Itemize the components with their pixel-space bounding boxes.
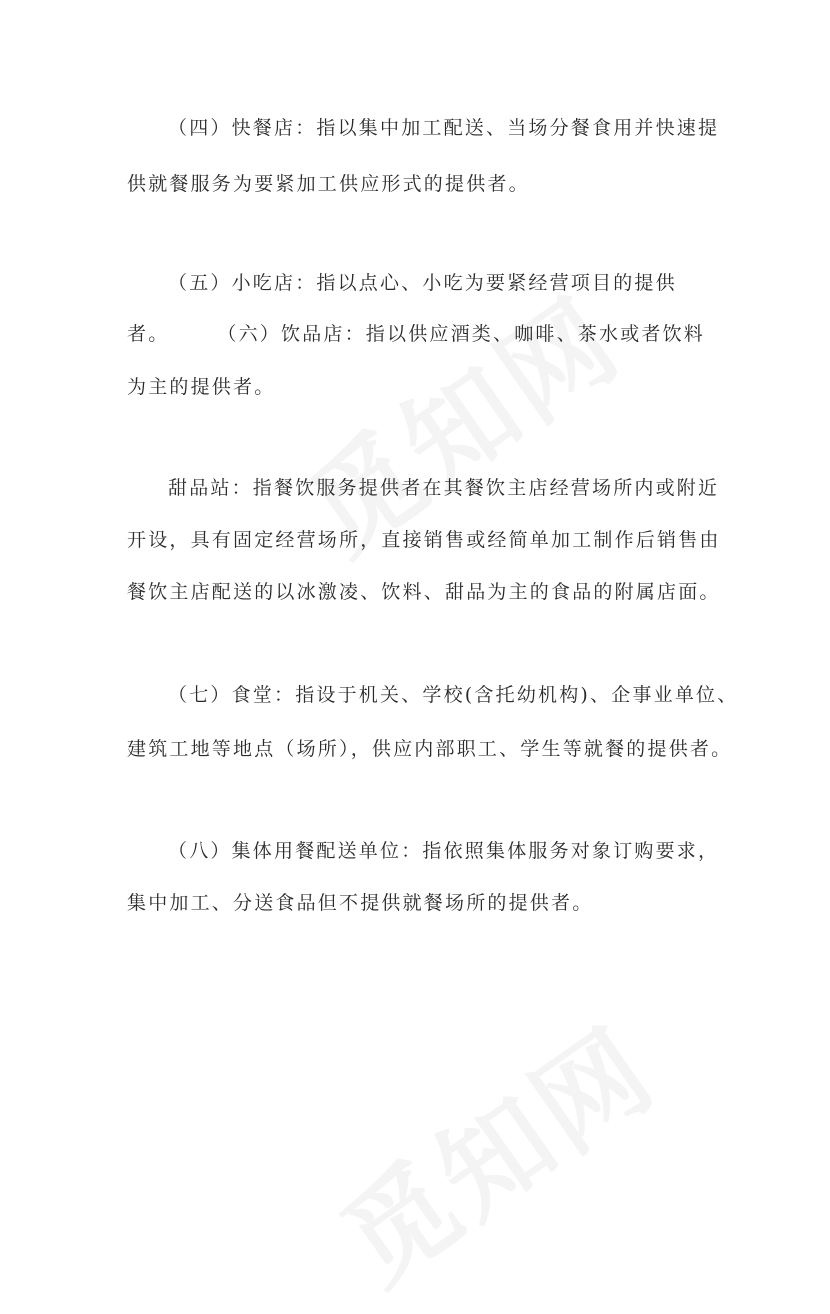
paragraph-5-line-2 [127, 322, 705, 346]
paragraph-8-line-2: 集中加工、分送食品但不提供就餐场所的提供者。 [127, 892, 594, 914]
paragraph-4-line-2: 供就餐服务为要紧加工供应形式的提供者。 [127, 173, 530, 195]
paragraph-4-line-1: （四）快餐店：指以集中加工配送、当场分餐食用并快速提 [168, 117, 720, 139]
paragraph-7-line-1: （七）食堂：指设于机关、学校(含托幼机构)、企事业单位、 [168, 684, 739, 706]
paragraph-6-line-2: 为主的提供者。 [127, 376, 276, 398]
watermark-bottom [306, 984, 682, 1313]
paragraph-6-start: （六）饮品店：指以供应酒类、咖啡、茶水或者饮料 [217, 323, 706, 345]
dessert-line-2: 开设，具有固定经营场所，直接销售或经简单加工制作后销售由 [127, 529, 721, 551]
paragraph-5-end: 者。 [127, 323, 170, 345]
paragraph-8-line-1: （八）集体用餐配送单位：指依照集体服务对象订购要求， [168, 840, 720, 862]
dessert-line-1: 甜品站：指餐饮服务提供者在其餐饮主店经营场所内或附近 [168, 477, 720, 499]
paragraph-5-line-1: （五）小吃店：指以点心、小吃为要紧经营项目的提供 [168, 272, 677, 294]
dessert-line-3: 餐饮主店配送的以冰激凌、饮料、甜品为主的食品的附属店面。 [127, 581, 721, 603]
paragraph-7-line-2: 建筑工地等地点（场所），供应内部职工、学生等就餐的提供者。 [127, 738, 733, 760]
